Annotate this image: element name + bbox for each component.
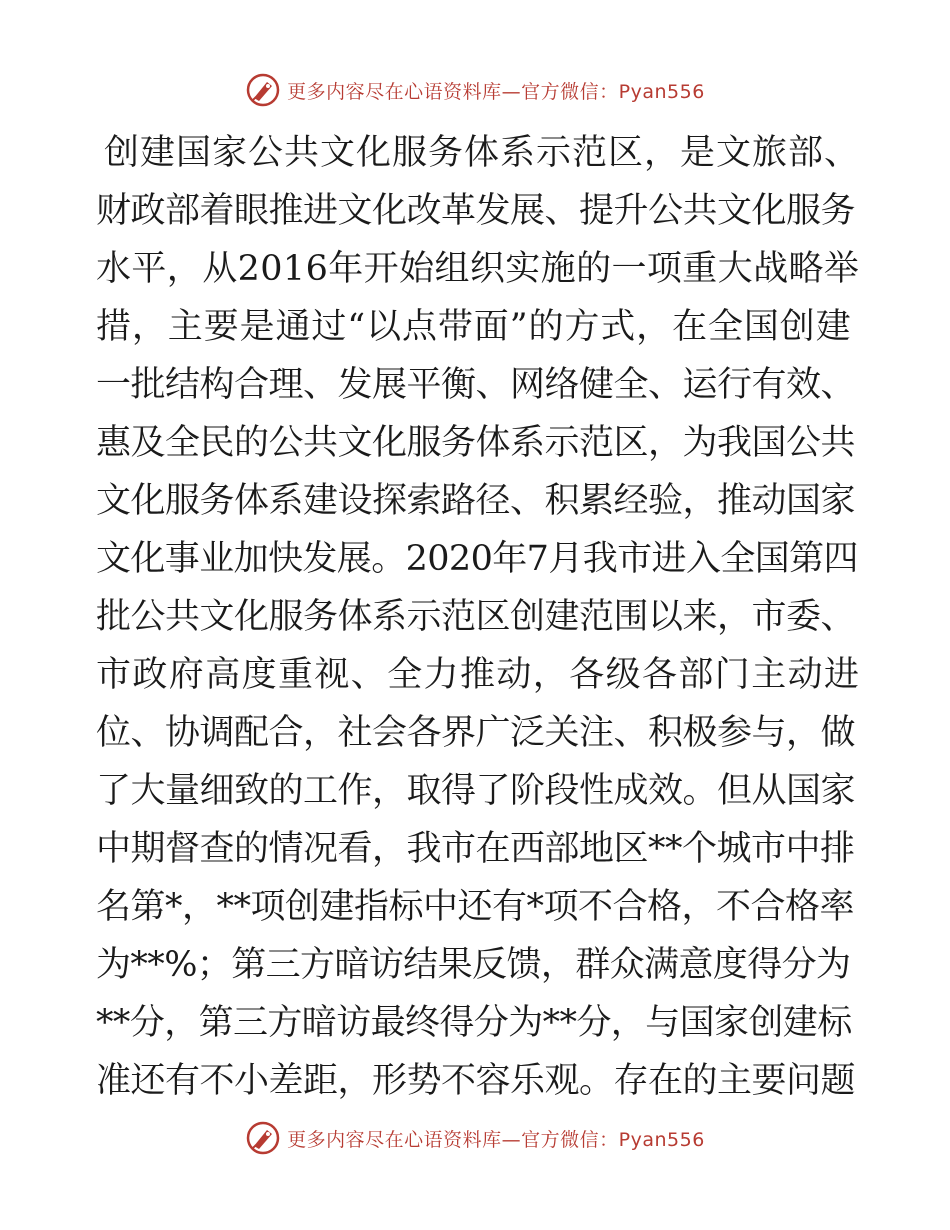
header-watermark (0, 68, 950, 112)
text-line: 创建国家公共文化服务体系示范区，是文旅部、 (104, 133, 861, 173)
text-line: 水平，从2016年开始组织实施的一项重大战略举 (96, 249, 860, 289)
pen-nib-icon (245, 1120, 281, 1156)
text-line: 惠及全民的公共文化服务体系示范区，为我国公共 (96, 423, 856, 463)
pen-nib-icon (245, 72, 281, 108)
text-line: 措，主要是通过“以点带面”的方式，在全国创建 (96, 307, 852, 347)
text-line: 准还有不小差距，形势不容乐观。存在的主要问题 (96, 1061, 856, 1101)
text-line: 位、协调配合，社会各界广泛关注、积极参与，做 (96, 713, 856, 753)
text-line: 财政部着眼推进文化改革发展、提升公共文化服务 (96, 191, 856, 231)
text-line: 名第*，**项创建指标中还有*项不合格，不合格率 (96, 887, 855, 927)
footer-watermark (0, 1116, 950, 1160)
watermark-text: 更多内容尽在心语资料库—官方微信：Pyan556 (287, 80, 705, 103)
text-line: 一批结构合理、发展平衡、网络健全、运行有效、 (96, 365, 856, 405)
text-line: 文化服务体系建设探索路径、积累经验，推动国家 (96, 481, 856, 521)
text-line: 市政府高度重视、全力推动，各级各部门主动进 (96, 655, 861, 695)
text-line: **分，第三方暗访最终得分为**分，与国家创建标 (96, 1003, 852, 1043)
text-line: 了大量细致的工作，取得了阶段性成效。但从国家 (96, 771, 856, 811)
text-line: 文化事业加快发展。2020年7月我市进入全国第四 (96, 539, 858, 579)
text-line: 批公共文化服务体系示范区创建范围以来，市委、 (96, 597, 856, 637)
text-line: 为**%；第三方暗访结果反馈，群众满意度得分为 (96, 945, 851, 985)
watermark-text: 更多内容尽在心语资料库—官方微信：Pyan556 (287, 1128, 705, 1151)
text-line: 中期督查的情况看，我市在西部地区**个城市中排 (96, 829, 855, 869)
